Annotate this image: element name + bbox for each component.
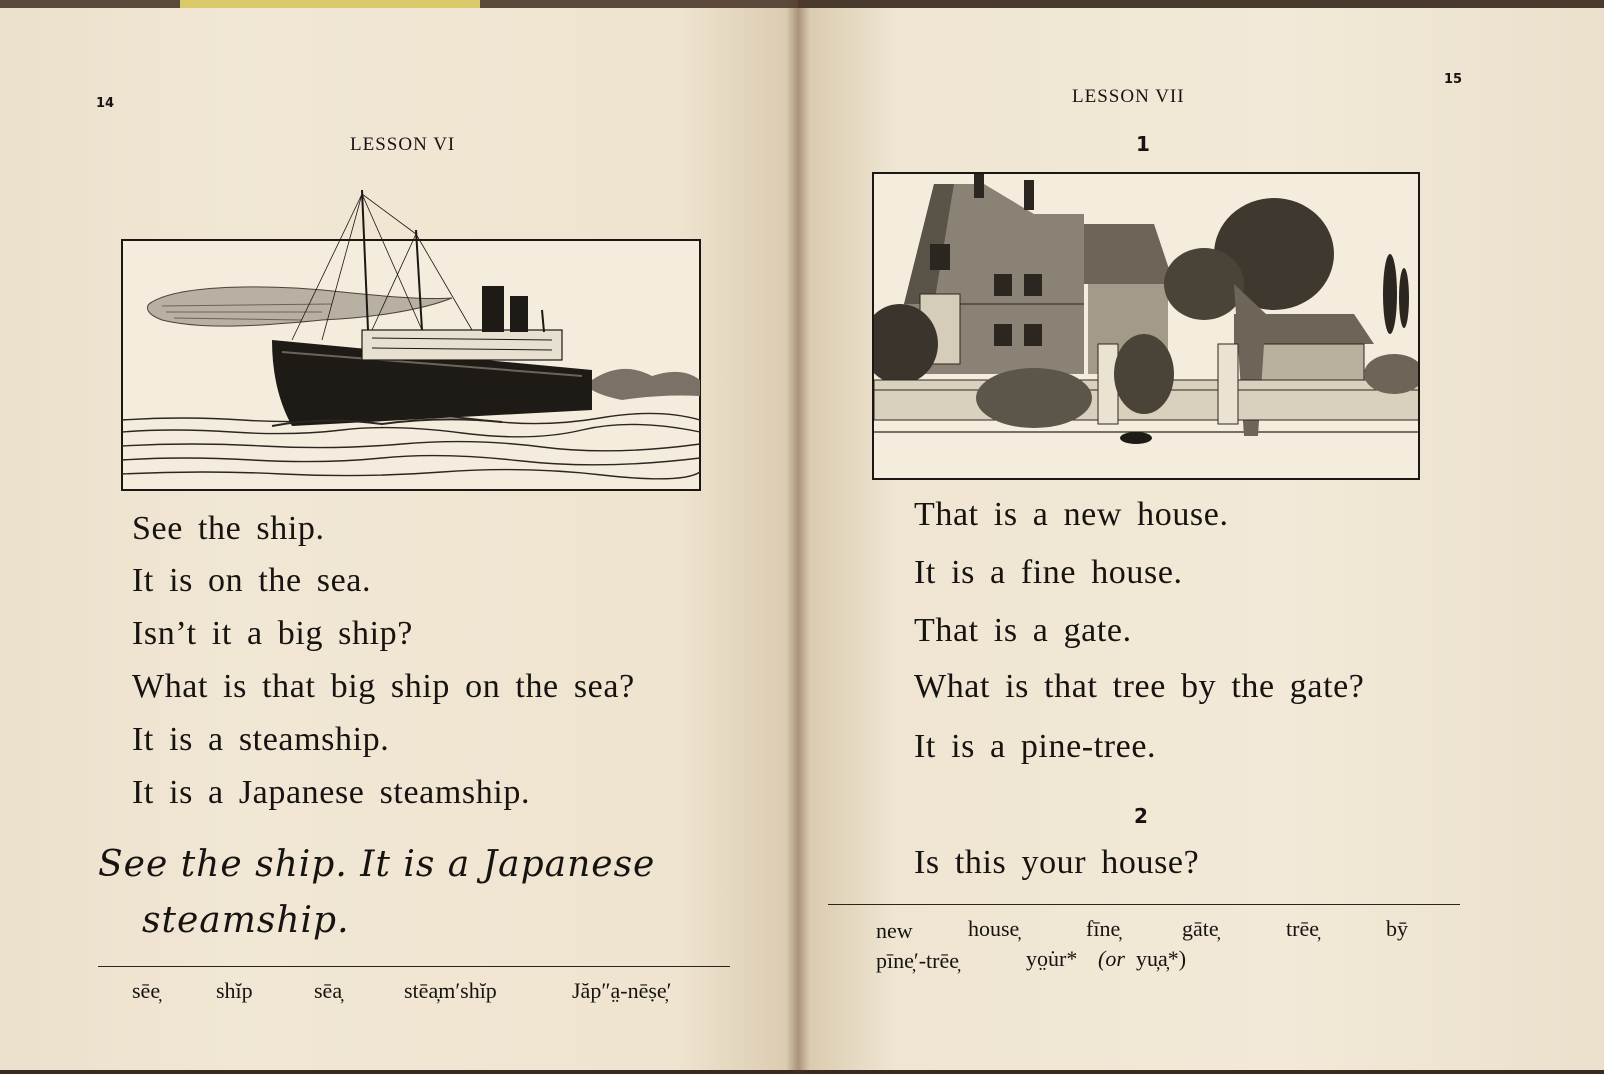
section-number: 1 [1136, 132, 1150, 156]
script-line: See the ship. It is a Japanese [98, 844, 656, 885]
reading-line: Is this your house? [914, 844, 1200, 881]
vocab-word: stēa̦m′shĭp [404, 978, 497, 1003]
top-edge-right [798, 0, 1604, 8]
reading-line: What is that tree by the gate? [914, 668, 1365, 705]
reading-line: See the ship. [132, 510, 325, 547]
left-page [0, 6, 798, 1070]
lesson-title-right: LESSON VII [1072, 86, 1185, 107]
right-page [798, 6, 1604, 1070]
reading-line: What is that big ship on the sea? [132, 668, 635, 705]
vocab-word: pīne̦′-trēe̦ [876, 948, 959, 973]
page-number-left: 14 [96, 96, 115, 111]
house-illustration [872, 172, 1420, 480]
reading-line: That is a new house. [914, 496, 1229, 533]
reading-line: It is on the sea. [132, 562, 372, 599]
vocab-word: yo̤u̇r* [1026, 946, 1078, 971]
section-number: 2 [1134, 804, 1148, 828]
vocab-note: (or [1098, 946, 1125, 971]
vocab-word: house̦ [968, 916, 1020, 941]
vocab-word: sēe̦ [132, 978, 161, 1003]
page-number-right: 15 [1444, 72, 1463, 87]
vocab-word: trēe̦ [1286, 916, 1319, 941]
vocab-word: sēa̦ [314, 978, 343, 1003]
lesson-title-left: LESSON VI [350, 134, 456, 155]
vocab-word: yu̦a̦*) [1136, 946, 1187, 971]
vocab-word: gāte̦ [1182, 916, 1219, 941]
reading-line: It is a pine-tree. [914, 728, 1157, 765]
script-line: steamship. [142, 900, 350, 941]
vocab-word: fīne̦ [1086, 916, 1121, 941]
vocab-word: Jăp″a̤-nēṣe̦′ [572, 978, 672, 1003]
book-gutter [786, 0, 810, 1074]
reading-line: It is a fine house. [914, 554, 1183, 591]
vocabulary-rule [828, 904, 1460, 905]
reading-line: That is a gate. [914, 612, 1132, 649]
reading-line: Isn’t it a big ship? [132, 615, 413, 652]
reading-line: It is a steamship. [132, 721, 390, 758]
steamship-illustration [122, 240, 700, 490]
vocab-word: bȳ [1386, 916, 1408, 941]
vocab-word: shĭp [216, 978, 253, 1003]
vocabulary-rule [98, 966, 730, 967]
reading-line: It is a Japanese steamship. [132, 774, 531, 811]
top-edge-left [0, 0, 798, 8]
vocab-word: new [876, 918, 913, 943]
